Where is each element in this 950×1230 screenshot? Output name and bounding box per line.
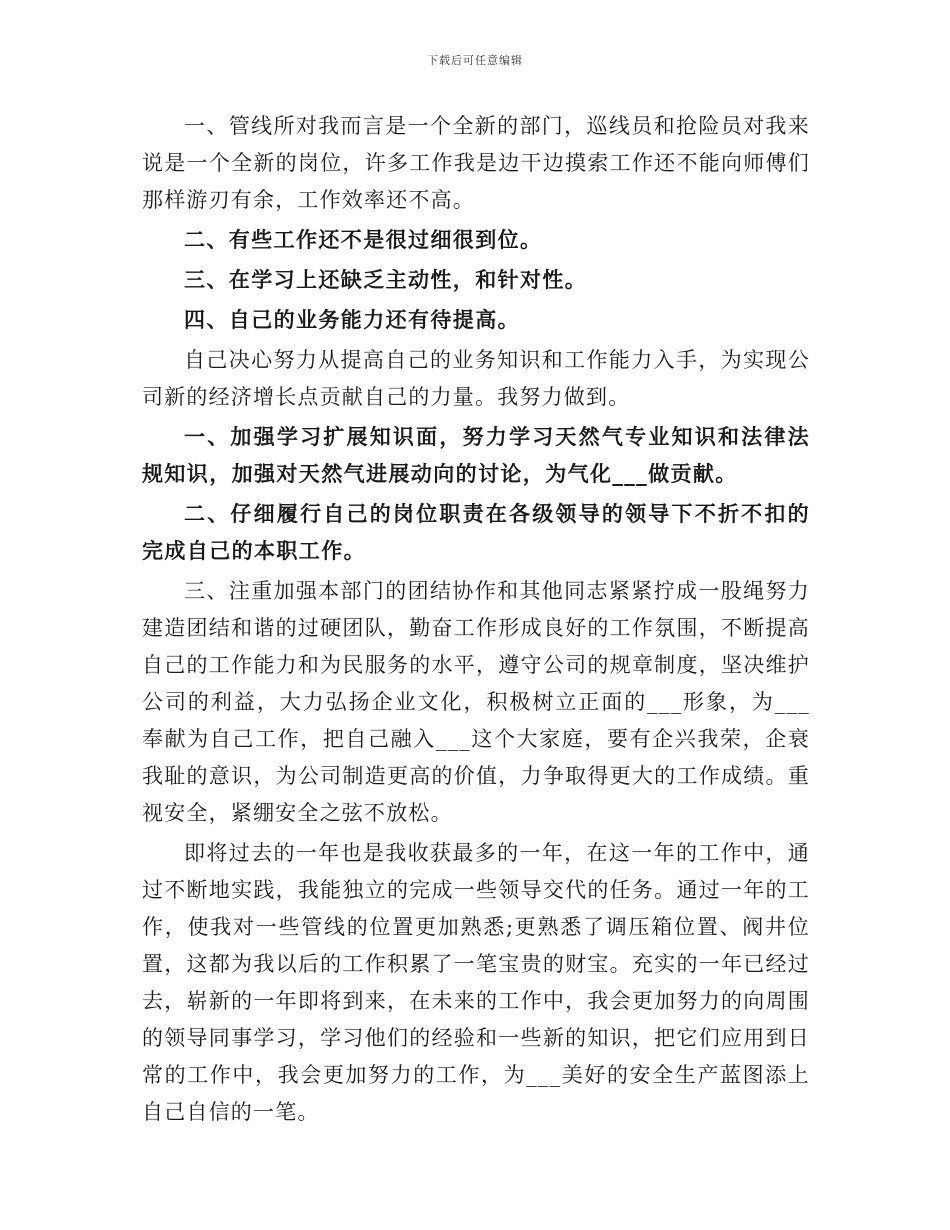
paragraph-plan-1: 一、加强学习扩展知识面，努力学习天然气专业知识和法律法规知识，加强对天然气进展动向的讨论，为气化___做贡献。 — [142, 425, 810, 486]
paragraph-summary: 即将过去的一年也是我收获最多的一年，在这一年的工作中，通过不断地实践，我能独立的完成一些领导交代的任务。通过一年的工作，使我对一些管线的位置更加熟悉;更熟悉了调压箱位置、阀井位置，这都为我以后的工作积累了一笔宝贵的财宝。充实的一年已经过去，崭新的一年即将到来，在未来的工作中，我会更加努力的向周围的领导同事学习，学习他们的经验和一些新的知识，把它们应用到日常的工作中，我会更加努力的工作，为___美好的安全生产蓝图添上自己自信的一笔。 — [142, 841, 810, 1124]
paragraph-problem-1: 一、管线所对我而言是一个全新的部门，巡线员和抢险员对我来说是一个全新的岗位，许多工作我是边干边摸索工作还不能向师傅们那样游刃有余，工作效率还不高。 — [142, 114, 810, 212]
paragraph-resolution: 自己决心努力从提高自己的业务知识和工作能力入手，为实现公司新的经济增长点贡献自己的力量。我努力做到。 — [142, 348, 810, 409]
paragraph-plan-3: 三、注重加强本部门的团结协作和其他同志紧紧拧成一股绳努力建造团结和谐的过硬团队，勤奋工作形成良好的工作氛围，不断提高自己的工作能力和为民服务的水平，遵守公司的规章制度，坚决维护公司的利益，大力弘扬企业文化，积极树立正面的___形象，为___奉献为自己工作，把自己融入___这个大家庭，要有企兴我荣，企衰我耻的意识，为公司制造更高的价值，力争取得更大的工作成绩。重视安全，紧绷安全之弦不放松。 — [142, 579, 810, 825]
paragraph-plan-2: 二、仔细履行自己的岗位职责在各级领导的领导下不折不扣的完成自己的本职工作。 — [142, 502, 810, 563]
paragraph-problem-3: 三、在学习上还缺乏主动性，和针对性。 — [184, 268, 588, 292]
page-header: 下载后可任意编辑 — [427, 54, 523, 67]
paragraph-problem-2: 二、有些工作还不是很过细很到位。 — [184, 228, 543, 252]
paragraph-problem-4: 四、自己的业务能力还有待提高。 — [184, 308, 520, 332]
document-body — [142, 108, 810, 1131]
